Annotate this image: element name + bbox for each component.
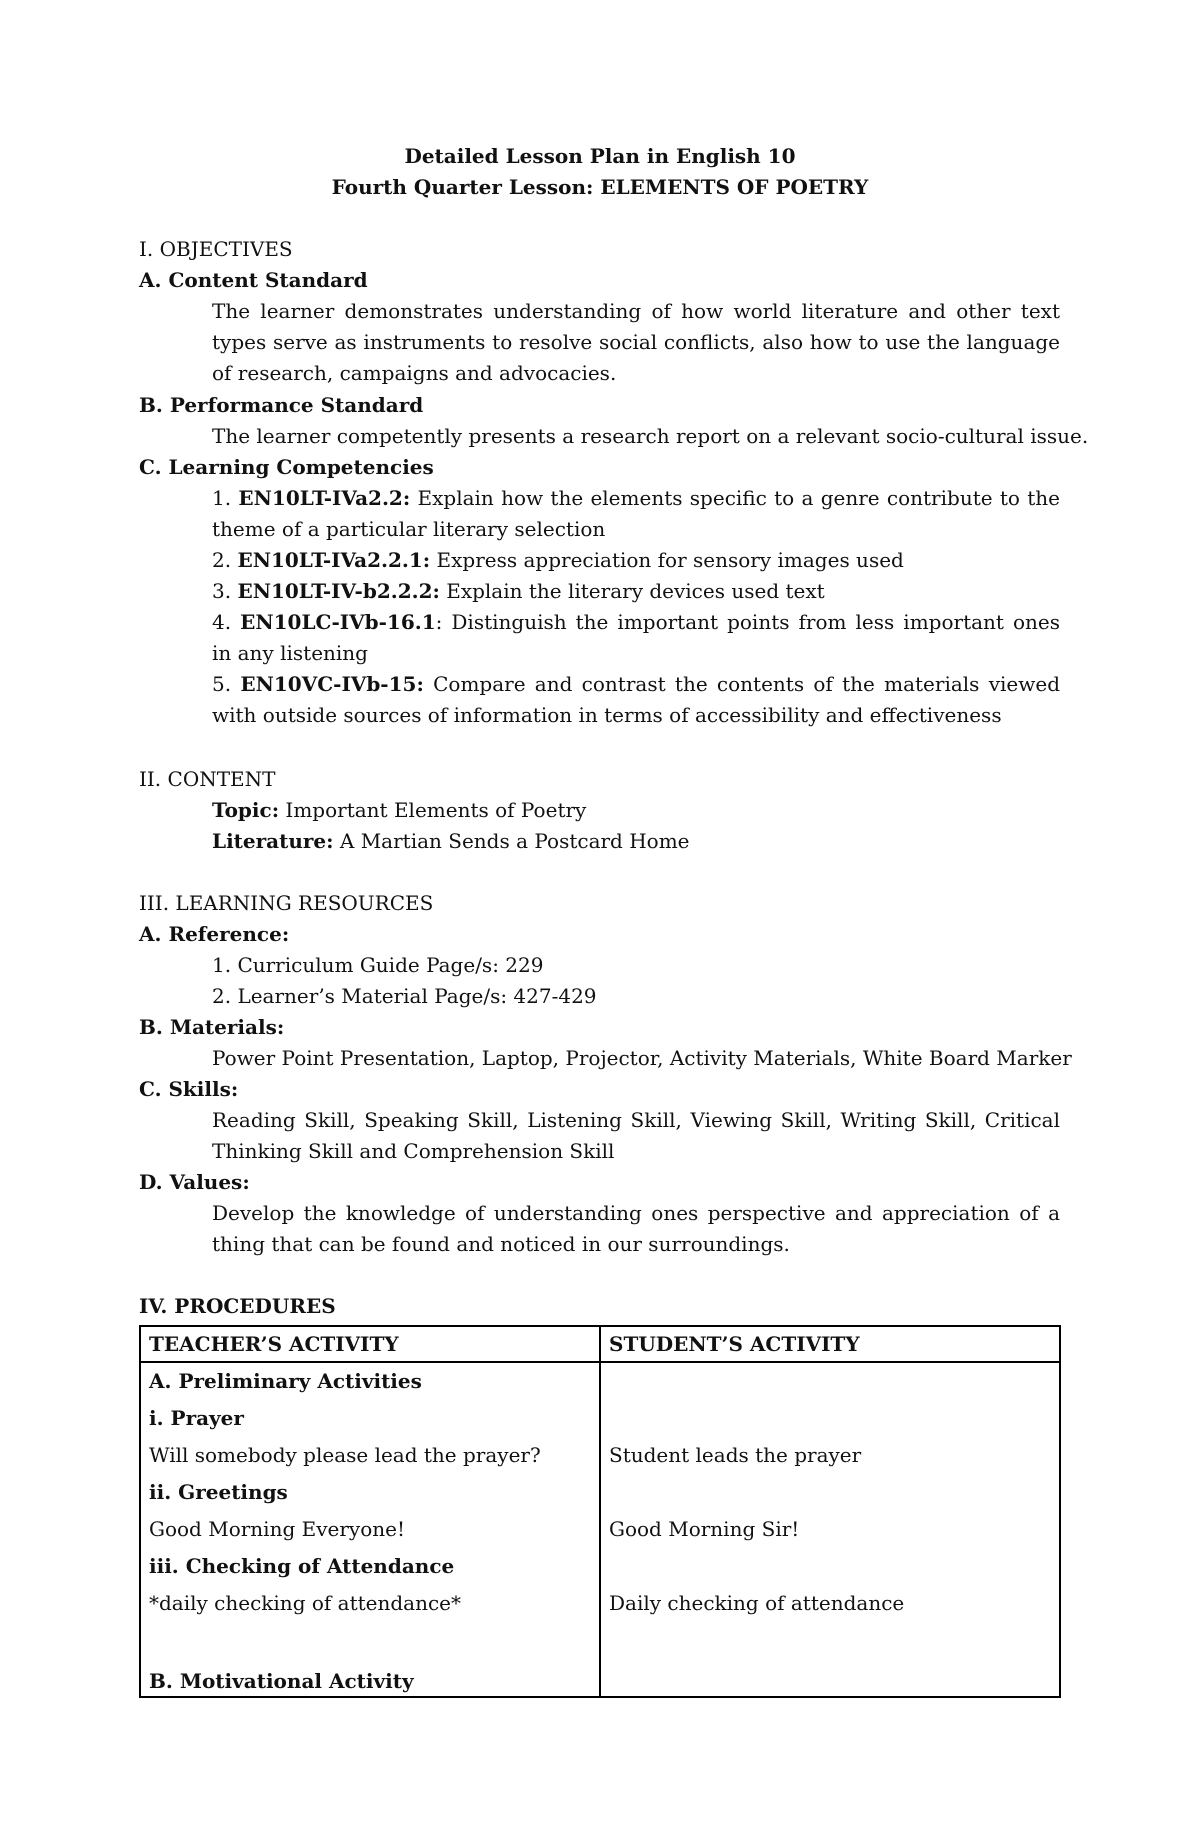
values-text: Develop the knowledge of understanding ones perspective and appreciation of a thing that can be found and noticed in our surroundings. — [212, 1201, 1060, 1256]
performance-standard-label: B. Performance Standard — [139, 393, 424, 417]
reference-item: 1. Curriculum Guide Page/s: 229 — [212, 953, 544, 977]
student-column-header: STUDENT’S ACTIVITY — [600, 1326, 1060, 1362]
learning-competencies-label: C. Learning Competencies — [139, 455, 434, 479]
content-standard-text: The learner demonstrates understanding of how world literature and other text types serve as instruments to resolve social conflicts, also how to use the language of research, campaigns and advocacies. — [212, 299, 1060, 385]
student-attendance-response: Daily checking of attendance — [609, 1591, 905, 1615]
competency-text: Explain the literary devices used text — [439, 579, 825, 603]
content-heading: II. CONTENT — [139, 767, 276, 791]
blank-line — [609, 1622, 1051, 1696]
performance-standard-text: The learner competently presents a research report on a relevant socio-cultural issue. — [212, 424, 1089, 448]
materials-label: B. Materials: — [139, 1015, 285, 1039]
competency-number: 1. — [212, 486, 239, 510]
competency-code: EN10LT-IVa2.2.1: — [237, 548, 431, 572]
document-subtitle: Fourth Quarter Lesson: ELEMENTS OF POETRY — [331, 175, 869, 199]
prayer-label: i. Prayer — [149, 1406, 244, 1430]
topic-line — [212, 795, 586, 826]
materials-text: Power Point Presentation, Laptop, Projector, Activity Materials, White Board Marker — [212, 1046, 1072, 1070]
teacher-column-header: TEACHER’S ACTIVITY — [140, 1326, 600, 1362]
competency-item — [212, 483, 1060, 545]
competency-code: EN10LC-IVb-16.1 — [240, 610, 436, 634]
blank-line — [609, 1474, 1051, 1511]
motivational-activity-label: B. Motivational Activity — [149, 1669, 414, 1693]
topic-label: Topic: — [212, 798, 280, 822]
prayer-text: Will somebody please lead the prayer? — [149, 1443, 541, 1467]
preliminary-activities-label: A. Preliminary Activities — [149, 1369, 422, 1393]
blank-line — [609, 1363, 1051, 1400]
literature-value: A Martian Sends a Postcard Home — [333, 829, 690, 853]
competency-number: 5. — [212, 672, 241, 696]
blank-line — [609, 1400, 1051, 1437]
competency-text: Express appreciation for sensory images used — [430, 548, 904, 572]
competency-text: Compare and contrast the contents of the materials viewed with outside sources of information in terms of accessibility and effectiveness — [212, 672, 1060, 727]
values-label: D. Values: — [139, 1170, 250, 1194]
competency-item — [212, 545, 1060, 576]
competency-number: 2. — [212, 548, 238, 572]
topic-value: Important Elements of Poetry — [279, 798, 587, 822]
reference-item: 2. Learner’s Material Page/s: 427-429 — [212, 984, 597, 1008]
attendance-label: iii. Checking of Attendance — [149, 1554, 455, 1578]
procedures-heading: IV. PROCEDURES — [139, 1294, 336, 1318]
motivational-activity-row — [149, 1622, 591, 1696]
competency-code: EN10VC-IVb-15: — [240, 672, 424, 696]
attendance-text: *daily checking of attendance* — [149, 1591, 462, 1615]
reference-label: A. Reference: — [139, 922, 290, 946]
competency-code: EN10LT-IV-b2.2.2: — [237, 579, 440, 603]
skills-text: Reading Skill, Speaking Skill, Listening Skill, Viewing Skill, Writing Skill, Critical Thinking Skill and Comprehension Skill — [212, 1108, 1060, 1163]
content-standard-label: A. Content Standard — [139, 268, 368, 292]
competency-item — [212, 607, 1060, 669]
teacher-activity-cell — [140, 1362, 600, 1697]
table-header-row — [140, 1326, 1060, 1362]
literature-line — [212, 826, 690, 857]
student-greetings-response: Good Morning Sir! — [609, 1517, 800, 1541]
student-prayer-response: Student leads the prayer — [609, 1443, 862, 1467]
greetings-text: Good Morning Everyone! — [149, 1517, 406, 1541]
competency-item — [212, 576, 1060, 607]
objectives-heading: I. OBJECTIVES — [139, 237, 293, 261]
competency-text: : Distinguish the important points from less important ones in any listening — [212, 610, 1060, 665]
student-activity-cell — [600, 1362, 1060, 1697]
competency-text: Explain how the elements specific to a genre contribute to the theme of a particular literary selection — [212, 486, 1060, 541]
competency-number: 4. — [212, 610, 241, 634]
competency-item — [212, 669, 1060, 731]
procedures-table — [139, 1325, 1061, 1698]
blank-line — [609, 1548, 1051, 1585]
competency-number: 3. — [212, 579, 238, 603]
greetings-label: ii. Greetings — [149, 1480, 288, 1504]
table-row — [140, 1362, 1060, 1697]
skills-label: C. Skills: — [139, 1077, 239, 1101]
resources-heading: III. LEARNING RESOURCES — [139, 891, 434, 915]
document-title: Detailed Lesson Plan in English 10 — [404, 144, 796, 168]
literature-label: Literature: — [212, 829, 334, 853]
competency-code: EN10LT-IVa2.2: — [238, 486, 411, 510]
